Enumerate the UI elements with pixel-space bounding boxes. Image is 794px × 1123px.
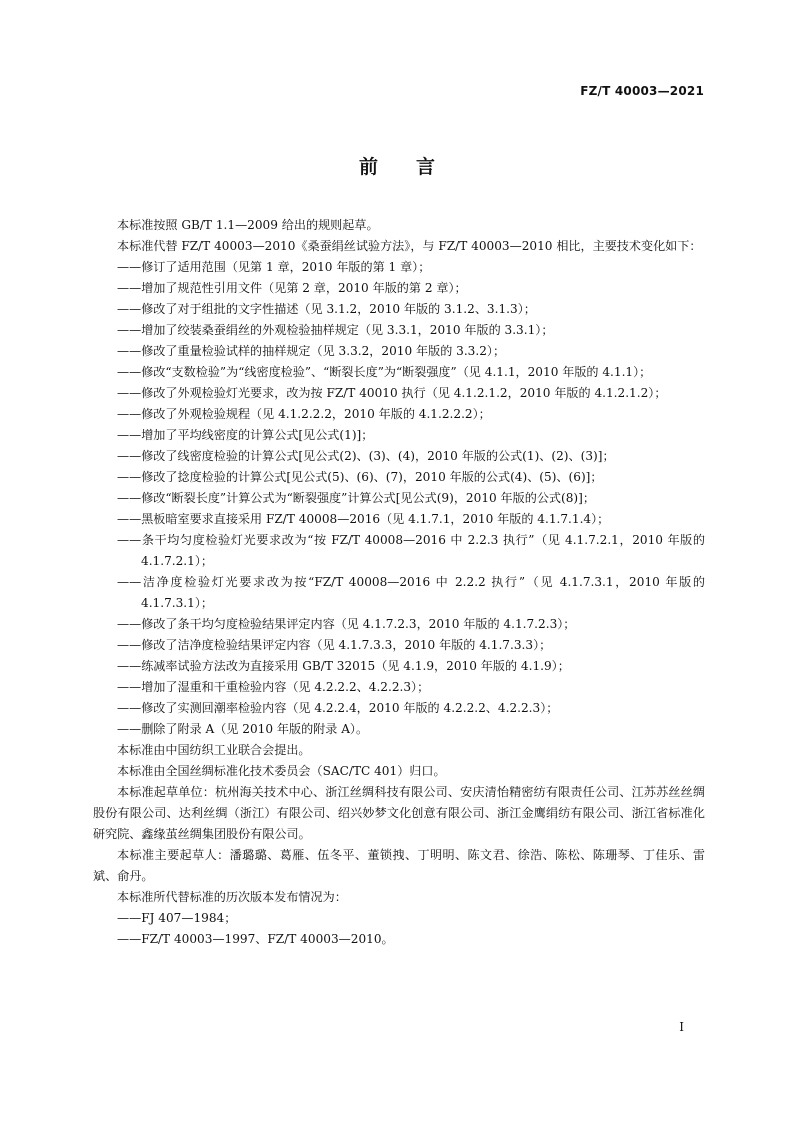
change-item: ——增加了规范性引用文件（见第 2 章，2010 年版的第 2 章）； [117, 281, 467, 295]
change-item: ——修改了外观检验灯光要求，改为按 FZ/T 40010 执行（见 4.1.2.1.2，2010 年版的 4.1.2.1.2）； [117, 386, 667, 400]
change-item: ——修改了重量检验试样的抽样规定（见 3.3.2，2010 年版的 3.3.2）； [117, 344, 506, 358]
change-item: ——增加了湿重和干重检验内容（见 4.2.2.2、4.2.2.3）； [117, 680, 430, 694]
change-item: ——修改了线密度检验的计算公式[见公式(2)、(3)、(4)，2010 年版的公式(1)、(2)、(3)]； [117, 449, 615, 463]
change-item: ——删除了附录 A（见 2010 年版的附录 A）。 [117, 722, 369, 736]
change-item: ——条干均匀度检验灯光要求改为“按 FZ/T 40008—2016 中 2.2.3 执行”（见 4.1.7.2.1，2010 年版的 4.1.7.2.1）； [117, 533, 705, 568]
info-paragraph: 本标准由全国丝绸标准化技术委员会（SAC/TC 401）归口。 [117, 764, 446, 778]
change-item: ——修改“断裂长度”计算公式为“断裂强度”计算公式[见公式(9)，2010 年版的公式(8)]； [117, 491, 595, 505]
page-title: 前言 [358, 156, 473, 178]
page-number: I [679, 1020, 684, 1034]
change-item: ——修改了外观检验规程（见 4.1.2.2.2，2010 年版的 4.1.2.2.2）； [117, 407, 491, 421]
change-item: ——练减率试验方法改为直接采用 GB/T 32015（见 4.1.9，2010 年版的 4.1.9）； [117, 659, 570, 673]
change-item: ——修改了捻度检验的计算公式[见公式(5)、(6)、(7)，2010 年版的公式(4)、(5)、(6)]； [117, 470, 603, 484]
history-item: ——FJ 407—1984； [117, 911, 237, 925]
change-item: ——洁净度检验灯光要求改为按“FZ/T 40008—2016 中 2.2.2 执行”（见 4.1.7.3.1，2010 年版的 4.1.7.3.1）； [117, 575, 705, 610]
history-item: ——FZ/T 40003—1997、FZ/T 40003—2010。 [117, 932, 394, 946]
foreword-body [93, 215, 705, 950]
change-item: ——修改了洁净度检验结果评定内容（见 4.1.7.3.3，2010 年版的 4.1.7.3.3）； [117, 638, 552, 652]
change-item: ——黑板暗室要求直接采用 FZ/T 40008—2016（见 4.1.7.1，2010 年版的 4.1.7.1.4）； [117, 512, 610, 526]
change-item: ——增加了平均线密度的计算公式[见公式(1)]； [117, 428, 374, 442]
change-item: ——修改了对于组批的文字性描述（见 3.1.2，2010 年版的 3.1.2、3.1.3）； [117, 302, 536, 316]
change-item: ——修改“支数检验”为“线密度检验”、“断裂长度”为“断裂强度”（见 4.1.1，2010 年版的 4.1.1）； [117, 365, 652, 379]
intro-paragraph: 本标准按照 GB/T 1.1—2009 给出的规则起草。 [117, 218, 379, 232]
change-item: ——修改了条干均匀度检验结果评定内容（见 4.1.7.2.3，2010 年版的 4.1.7.2.3）； [117, 617, 576, 631]
change-item: ——增加了绞装桑蚕绢丝的外观检验抽样规定（见 3.3.1，2010 年版的 3.3.1）； [117, 323, 554, 337]
change-item: ——修改了实测回潮率检验内容（见 4.2.2.4，2010 年版的 4.2.2.2、4.2.2.3）； [117, 701, 559, 715]
document-code: FZ/T 40003—2021 [580, 84, 704, 98]
info-paragraph: 本标准所代替标准的历次版本发布情况为： [117, 890, 347, 904]
change-item: ——修订了适用范围（见第 1 章，2010 年版的第 1 章）； [117, 260, 431, 274]
intro-paragraph: 本标准代替 FZ/T 40003—2010《桑蚕绢丝试验方法》，与 FZ/T 40003—2010 相比，主要技术变化如下： [117, 239, 702, 253]
info-paragraph: 本标准起草单位：杭州海关技术中心、浙江丝绸科技有限公司、安庆清怡精密纺有限责任公司、江苏苏丝丝绸股份有限公司、达利丝绸（浙江）有限公司、绍兴妙梦文化创意有限公司、浙江金鹰绢纺有限公司、浙江省标准化研究院、鑫缘茧丝绸集团股份有限公司。 [93, 785, 705, 841]
info-paragraph: 本标准由中国纺织工业联合会提出。 [117, 743, 311, 757]
info-paragraph: 本标准主要起草人：潘璐璐、葛雁、伍冬平、董锁拽、丁明明、陈文君、徐浩、陈松、陈珊琴、丁佳乐、雷斌、俞丹。 [93, 848, 705, 883]
